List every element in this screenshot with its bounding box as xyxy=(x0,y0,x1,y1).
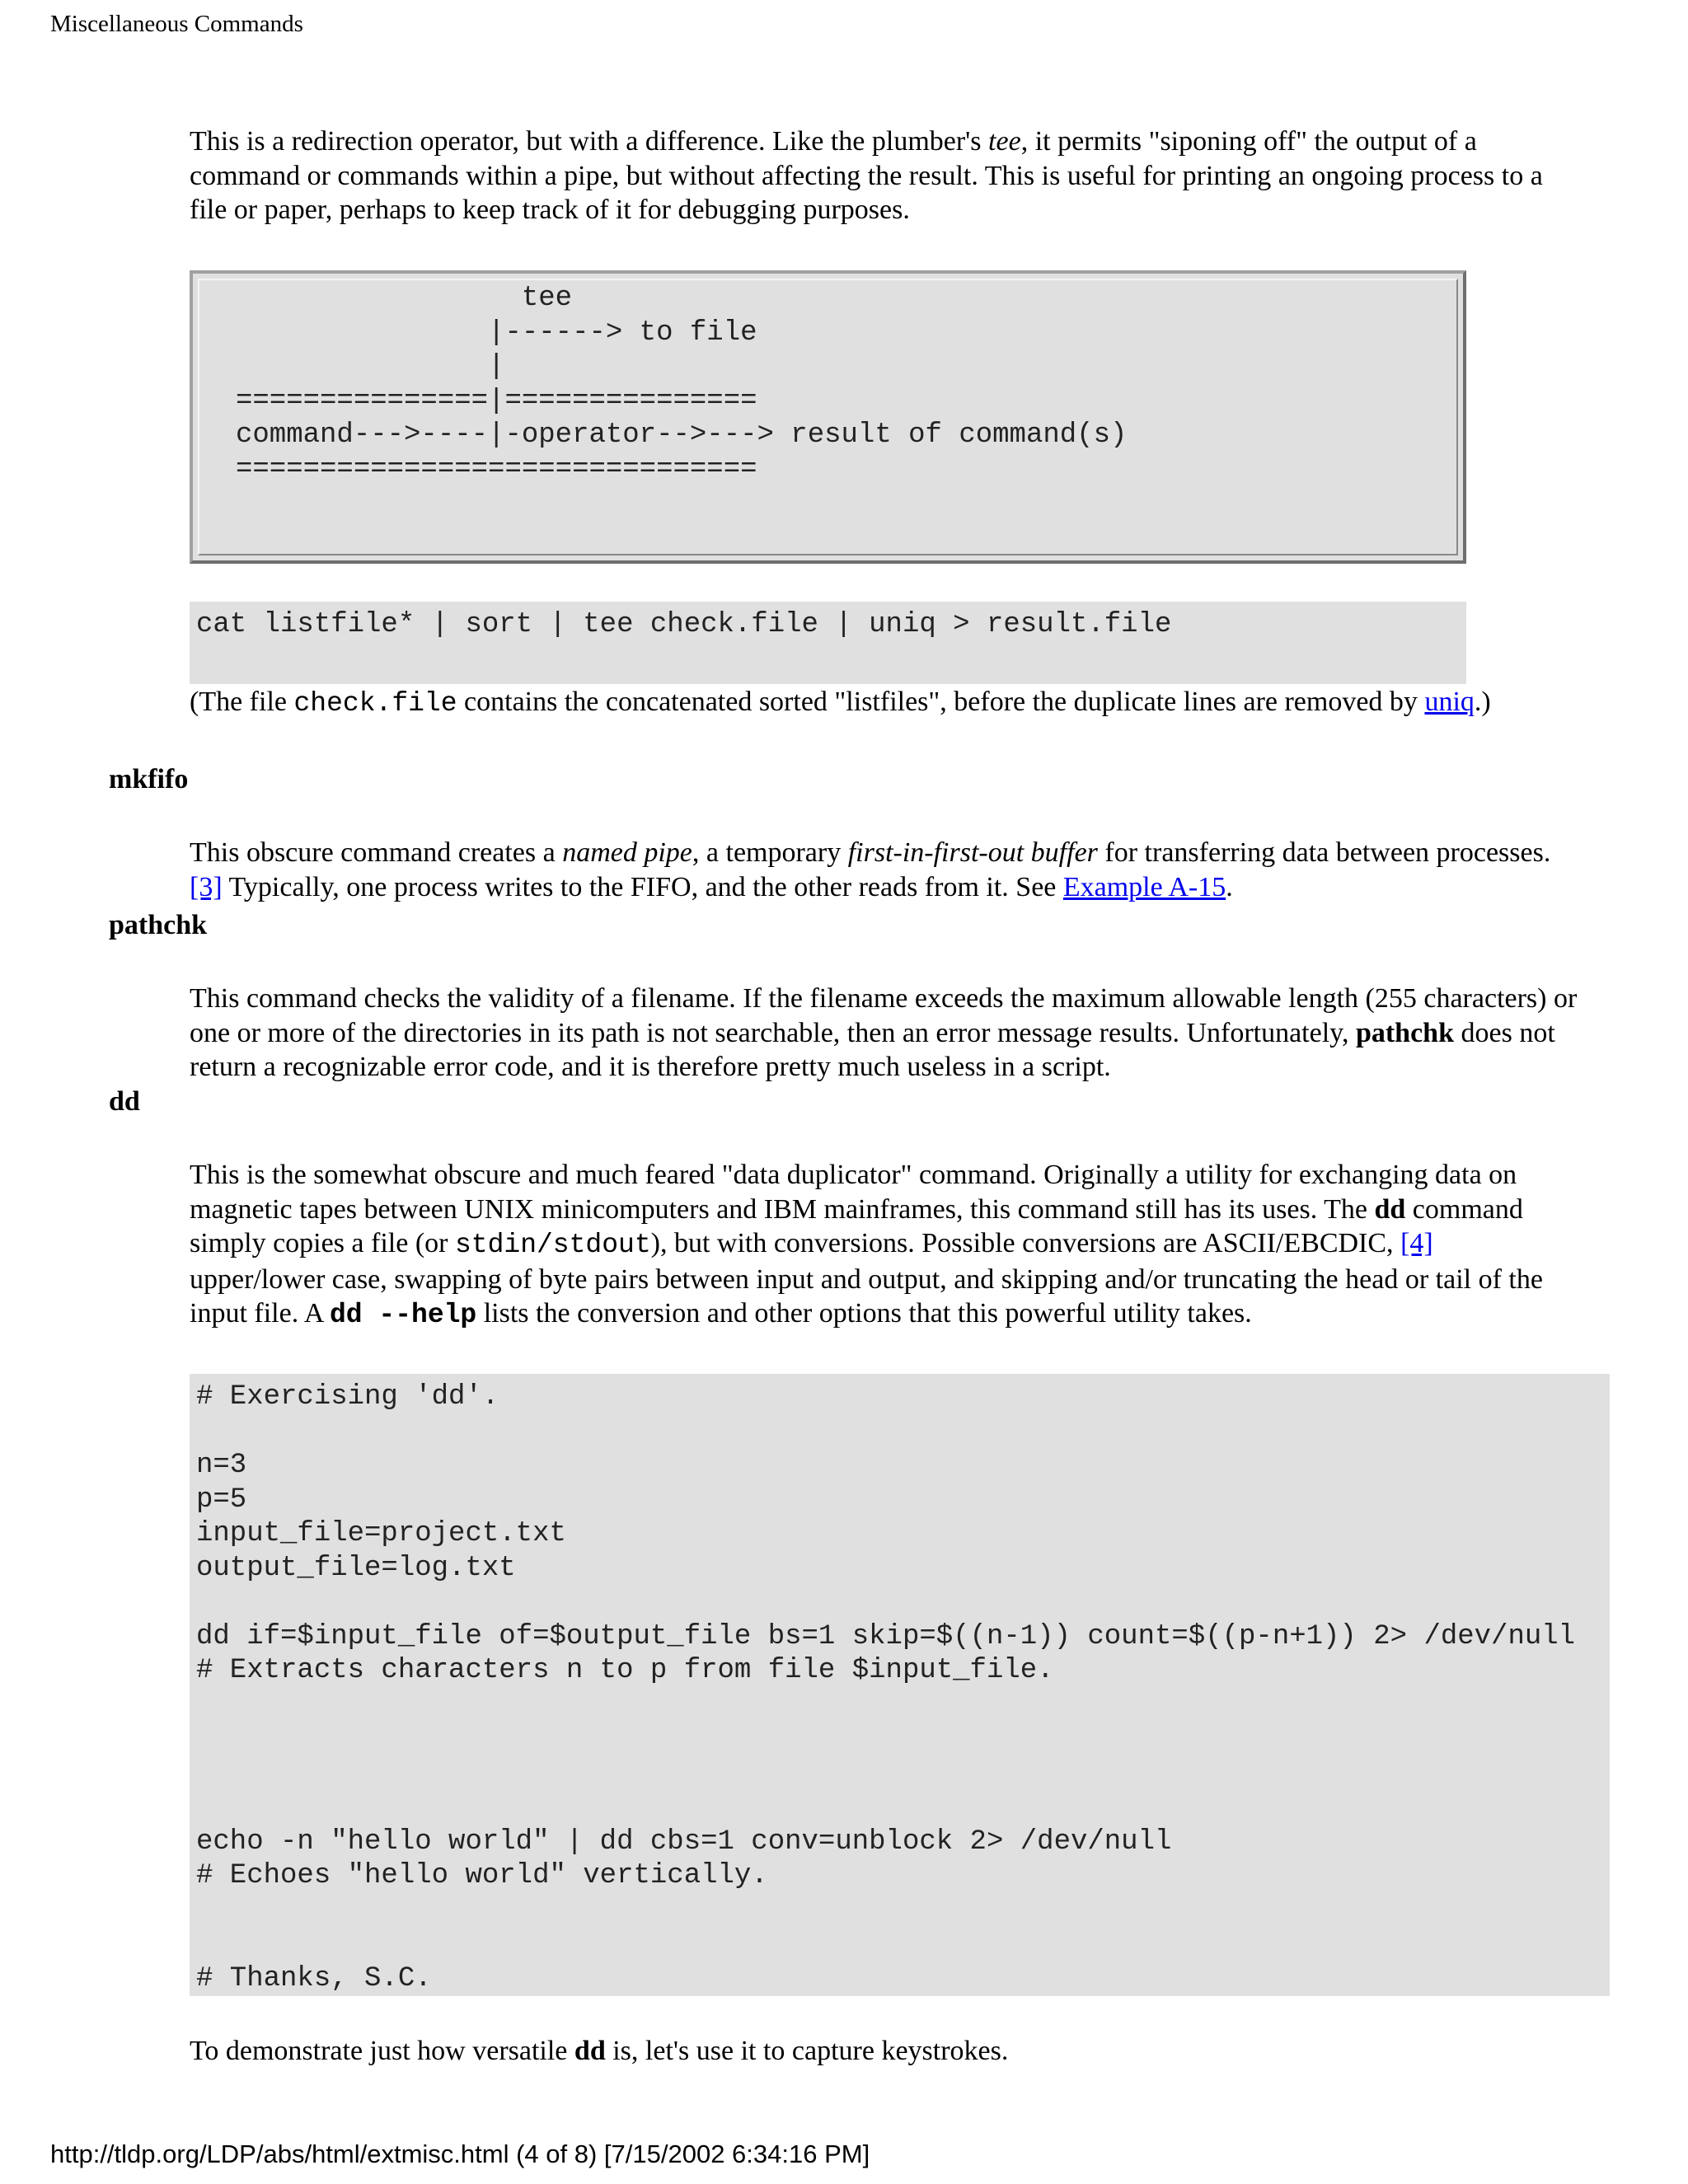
dd-term: dd xyxy=(109,1086,140,1117)
dd-example-code-block xyxy=(190,1374,1610,1996)
tee-term-emphasis: tee xyxy=(988,126,1021,157)
pathchk-term: pathchk xyxy=(109,910,208,940)
dd-line-4: upper/lower case, swapping of byte pairs between input and output, and skipping and/or truncating the head or tail of the xyxy=(190,1263,1543,1295)
stdin-stdout-code: stdin/stdout xyxy=(454,1230,651,1260)
tee-note-paragraph: (The file check.file contains the concatenated sorted "listfiles", before the duplicate lines are removed by uniq.) xyxy=(190,687,1491,719)
tee-example-code: cat listfile* | sort | tee check.file | uniq > result.file xyxy=(196,609,1172,640)
pathchk-paragraph xyxy=(190,982,1620,1085)
dd-line-3: simply copies a file (or stdin/stdout), but with conversions. Possible conversions are ASCII/EBCDIC, [4] xyxy=(190,1228,1433,1260)
tee-intro-line-3: file or paper, perhaps to keep track of it for debugging purposes. xyxy=(190,194,910,225)
mkfifo-line-1: This obscure command creates a named pipe, a temporary first-in-first-out buffer for transferring data between processes. xyxy=(190,837,1551,868)
dd-line-2: magnetic tapes between UNIX minicomputers and IBM mainframes, this command still has its uses. The dd command xyxy=(190,1193,1523,1225)
dd-paragraph xyxy=(190,1158,1620,1333)
pathchk-line-1: This command checks the validity of a filename. If the filename exceeds the maximum allowable length (255 characters) or xyxy=(190,983,1578,1014)
tee-intro-line-1: This is a redirection operator, but with a difference. Like the plumber's tee, it permits "siponing off" the output of a xyxy=(190,126,1477,157)
mkfifo-line-2: [3] Typically, one process writes to the FIFO, and the other reads from it. See Example A-15. xyxy=(190,871,1233,902)
fifo-buffer-emphasis: first-in-first-out buffer xyxy=(847,837,1098,868)
dd-example-code: # Exercising 'dd'. n=3 p=5 input_file=project.txt output_file=log.txt dd if=$input_file of=$output_file bs=1 skip=$((n-1)) count=$((p-n+1)) 2> /dev/null # Extracts characters n to p from file $input_file. echo -n "hello world" | dd cbs=1 conv=unblock 2> /dev/null # Echoes "hello world" vertically. # Thanks, S.C. xyxy=(196,1381,1576,1994)
uniq-link[interactable]: uniq xyxy=(1424,687,1475,717)
mkfifo-term: mkfifo xyxy=(109,764,189,794)
tee-intro-line-2: command or commands within a pipe, but without affecting the result. This is useful for printing an ongoing process to a xyxy=(190,160,1543,191)
page-header-title: Miscellaneous Commands xyxy=(50,11,303,37)
check-file-code: check.file xyxy=(293,688,457,719)
tee-diagram-text: tee |------> to file | ===============|=============== command--->----|-operator-->---> result of command(s) =============================== xyxy=(236,283,1128,485)
named-pipe-emphasis: named pipe xyxy=(562,837,692,868)
pathchk-bold: pathchk xyxy=(1355,1017,1455,1048)
footnote-3-link[interactable]: [3] xyxy=(190,871,223,902)
dd-outro-paragraph: To demonstrate just how versatile dd is, let's use it to capture keystrokes. xyxy=(190,2036,1009,2066)
dd-line-5: input file. A dd --help lists the conversion and other options that this powerful utility takes. xyxy=(190,1298,1252,1330)
dd-line-1: This is the somewhat obscure and much feared "data duplicator" command. Originally a utility for exchanging data on xyxy=(190,1160,1517,1190)
pathchk-line-3: return a recognizable error code, and it is therefore pretty much useless in a script. xyxy=(190,1052,1111,1082)
footnote-4-link[interactable]: [4] xyxy=(1400,1228,1433,1258)
dd-bold: dd xyxy=(1374,1193,1406,1225)
tee-intro-paragraph xyxy=(190,124,1620,227)
page-footer-url: http://tldp.org/LDP/abs/html/extmisc.html (4 of 8) [7/15/2002 6:34:16 PM] xyxy=(50,2139,870,2168)
tee-example-code-block xyxy=(190,602,1466,684)
pathchk-line-2: one or more of the directories in its path is not searchable, then an error message results. Unfortunately, pathchk does not xyxy=(190,1017,1555,1048)
dd-help-code: dd --help xyxy=(330,1300,477,1330)
example-a15-link[interactable]: Example A-15 xyxy=(1062,871,1226,902)
dd-outro-bold: dd xyxy=(574,2036,606,2066)
mkfifo-paragraph xyxy=(190,836,1620,904)
tee-diagram-box xyxy=(190,270,1466,564)
